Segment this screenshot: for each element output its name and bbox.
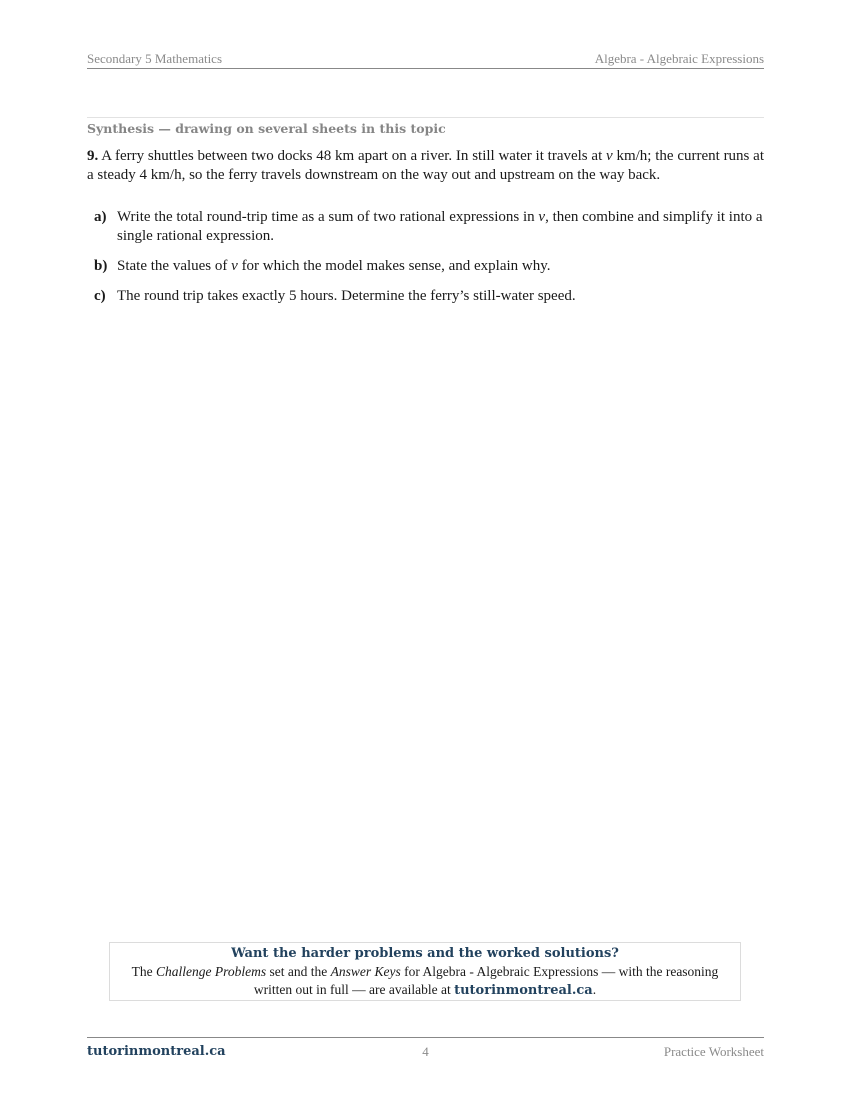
callout-text: . [592, 982, 597, 997]
problem-number: 9. [87, 148, 99, 164]
callout-body [110, 963, 740, 1000]
part-b [87, 257, 764, 276]
problem-text-start: A ferry shuttles between two docks 48 km apart on a river. In still water it travels at [101, 148, 607, 164]
website-link[interactable]: tutorinmontreal.ca [454, 983, 593, 998]
part-label: c) [94, 288, 106, 304]
part-a [87, 208, 764, 246]
callout-title: Want the harder problems and the worked solutions? [231, 946, 619, 961]
page-number: 4 [422, 1044, 429, 1059]
header-course: Secondary 5 Mathematics [87, 51, 223, 66]
section-divider [87, 117, 764, 118]
challenge-problems-title: Challenge Problems [156, 964, 267, 979]
answer-keys-title: Answer Keys [330, 964, 401, 979]
header-topic: Algebra - Algebraic Expressions [594, 51, 764, 66]
callout-text: The [131, 964, 157, 979]
problem-text-end: km/h; the current runs at a steady 4 km/h, so the ferry travels downstream on the way out and upstream on the way back. [87, 148, 764, 183]
variable-v: v [606, 148, 613, 164]
footer-website-link[interactable]: tutorinmontreal.ca [87, 1044, 226, 1059]
solutions-callout [109, 942, 741, 1001]
part-a-text-start: Write the total round-trip time as a sum of two rational expressions in [117, 209, 539, 225]
variable-v: v [538, 209, 546, 225]
callout-text: for Algebra - Algebraic Expressions — with the reasoning written out in full — are available at [253, 964, 719, 997]
variable-v: v [231, 258, 238, 274]
footer-doc-type: Practice Worksheet [663, 1044, 764, 1059]
part-label: a) [94, 209, 107, 225]
problem-parts [87, 208, 764, 317]
part-b-text-start: State the values of [117, 258, 232, 274]
part-label: b) [94, 258, 108, 274]
problem-9 [87, 147, 764, 185]
part-b-text-end: for which the model makes sense, and explain why. [237, 258, 551, 274]
part-c-text: The round trip takes exactly 5 hours. Determine the ferry’s still-water speed. [117, 288, 576, 304]
callout-text: set and the [266, 964, 331, 979]
part-a-text-end: , then combine and simplify it into a single rational expression. [117, 209, 763, 244]
part-c [87, 287, 764, 306]
page-header [87, 50, 764, 69]
section-heading: Synthesis — drawing on several sheets in this topic [87, 121, 446, 136]
page-footer [87, 1037, 764, 1062]
